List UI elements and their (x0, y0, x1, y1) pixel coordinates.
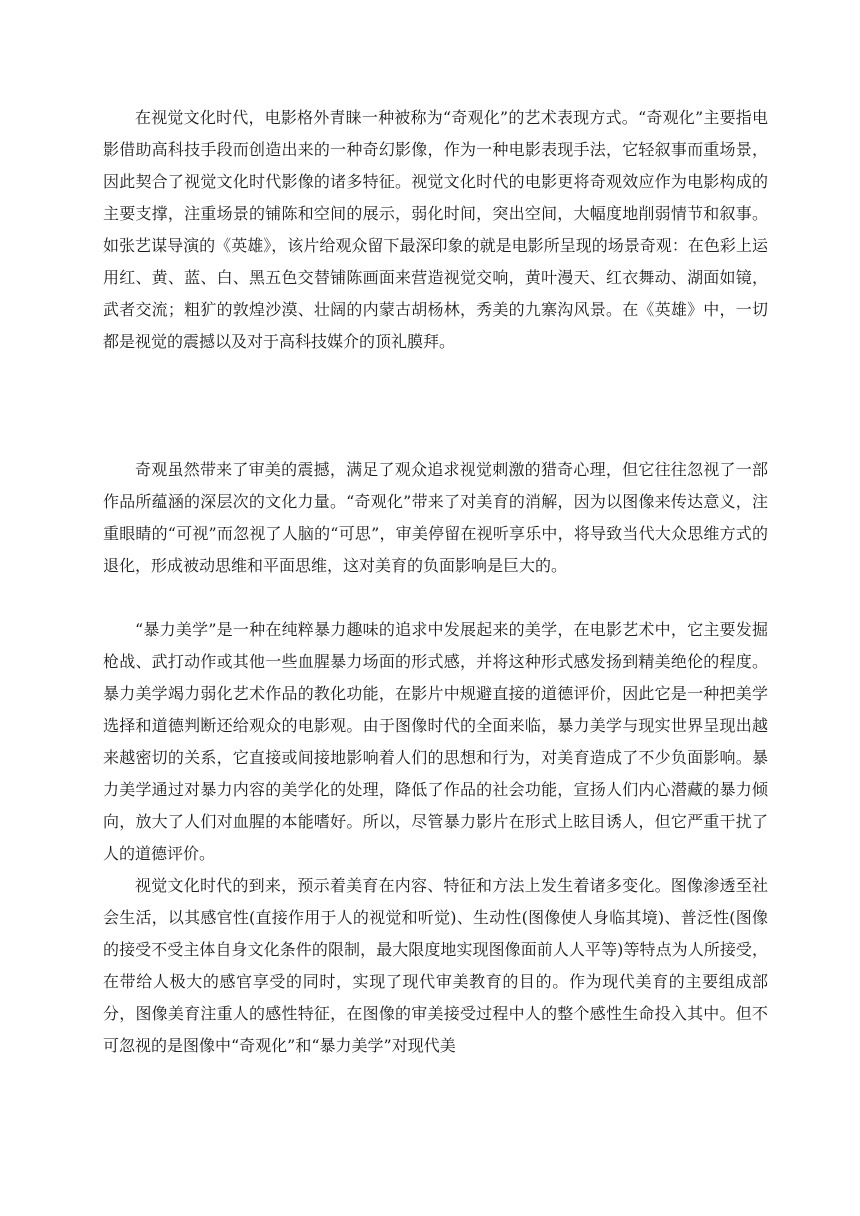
paragraph-spectacle: 在视觉文化时代，电影格外青睐一种被称为“奇观化”的艺术表现方式。“奇观化”主要指电影借助高科技手段而创造出来的一种奇幻影像，作为一种电影表现手法，它轻叙事而重场景，因此契合了视觉文化时代影像的诸多特征。视觉文化时代的电影更将奇观效应作为电影构成的主要支撑，注重场景的铺陈和空间的展示，弱化时间，突出空间，大幅度地削弱情节和叙事。如张艺谋导演的《英雄》，该片给观众留下最深印象的就是电影所呈现的场景奇观：在色彩上运用红、黄、蓝、白、黑五色交替铺陈画面来营造视觉交响，黄叶漫天、红衣舞动、湖面如镜，武者交流；粗犷的敦煌沙漠、壮阔的内蒙古胡杨林，秀美的九寨沟风景。在《英雄》中，一切都是视觉的震撼以及对于高科技媒介的顶礼膜拜。 (103, 108, 768, 351)
paragraph-violence-aesthetics: “暴力美学”是一种在纯粹暴力趣味的追求中发展起来的美学，在电影艺术中，它主要发掘枪战、武打动作或其他一些血腥暴力场面的形式感，并将这种形式感发扬到精美绝伦的程度。暴力美学竭力弱化艺术作品的教化功能，在影片中规避直接的道德评价，因此它是一种把美学选择和道德判断还给观众的电影观。由于图像时代的全面来临，暴力美学与现实世界呈现出越来越密切的关系，它直接或间接地影响着人们的思想和行为，对美育造成了不少负面影响。暴力美学通过对暴力内容的美学化的处理，降低了作品的社会功能，宣扬人们内心潜藏的暴力倾向，放大了人们对血腥的本能嗜好。所以，尽管暴力影片在形式上眩目诱人，但它严重干扰了人的道德评价。 (103, 620, 768, 863)
paragraph-visual-culture: 视觉文化时代的到来，预示着美育在内容、特征和方法上发生着诸多变化。图像渗透至社会生活，以其感官性(直接作用于人的视觉和听觉)、生动性(图像使人身临其境)、普泛性(图像的接受不受主体自身文化条件的限制，最大限度地实现图像面前人人平等)等特点为人所接受，在带给人极大的感官享受的同时，实现了现代审美教育的目的。作为现代美育的主要组成部分，图像美育注重人的感性特征，在图像的审美接受过程中人的整个感性生命投入其中。但不可忽视的是图像中“奇观化”和“暴力美学”对现代美 (103, 876, 768, 1055)
paragraph-spectacle-impact: 奇观虽然带来了审美的震撼，满足了观众追求视觉刺激的猎奇心理，但它往往忽视了一部作品所蕴涵的深层次的文化力量。“奇观化”带来了对美育的消解，因为以图像来传达意义，注重眼睛的“可视”而忽视了人脑的“可思”，审美停留在视听享乐中，将导致当代大众思维方式的退化，形成被动思维和平面思维，这对美育的负面影响是巨大的。 (103, 460, 768, 575)
